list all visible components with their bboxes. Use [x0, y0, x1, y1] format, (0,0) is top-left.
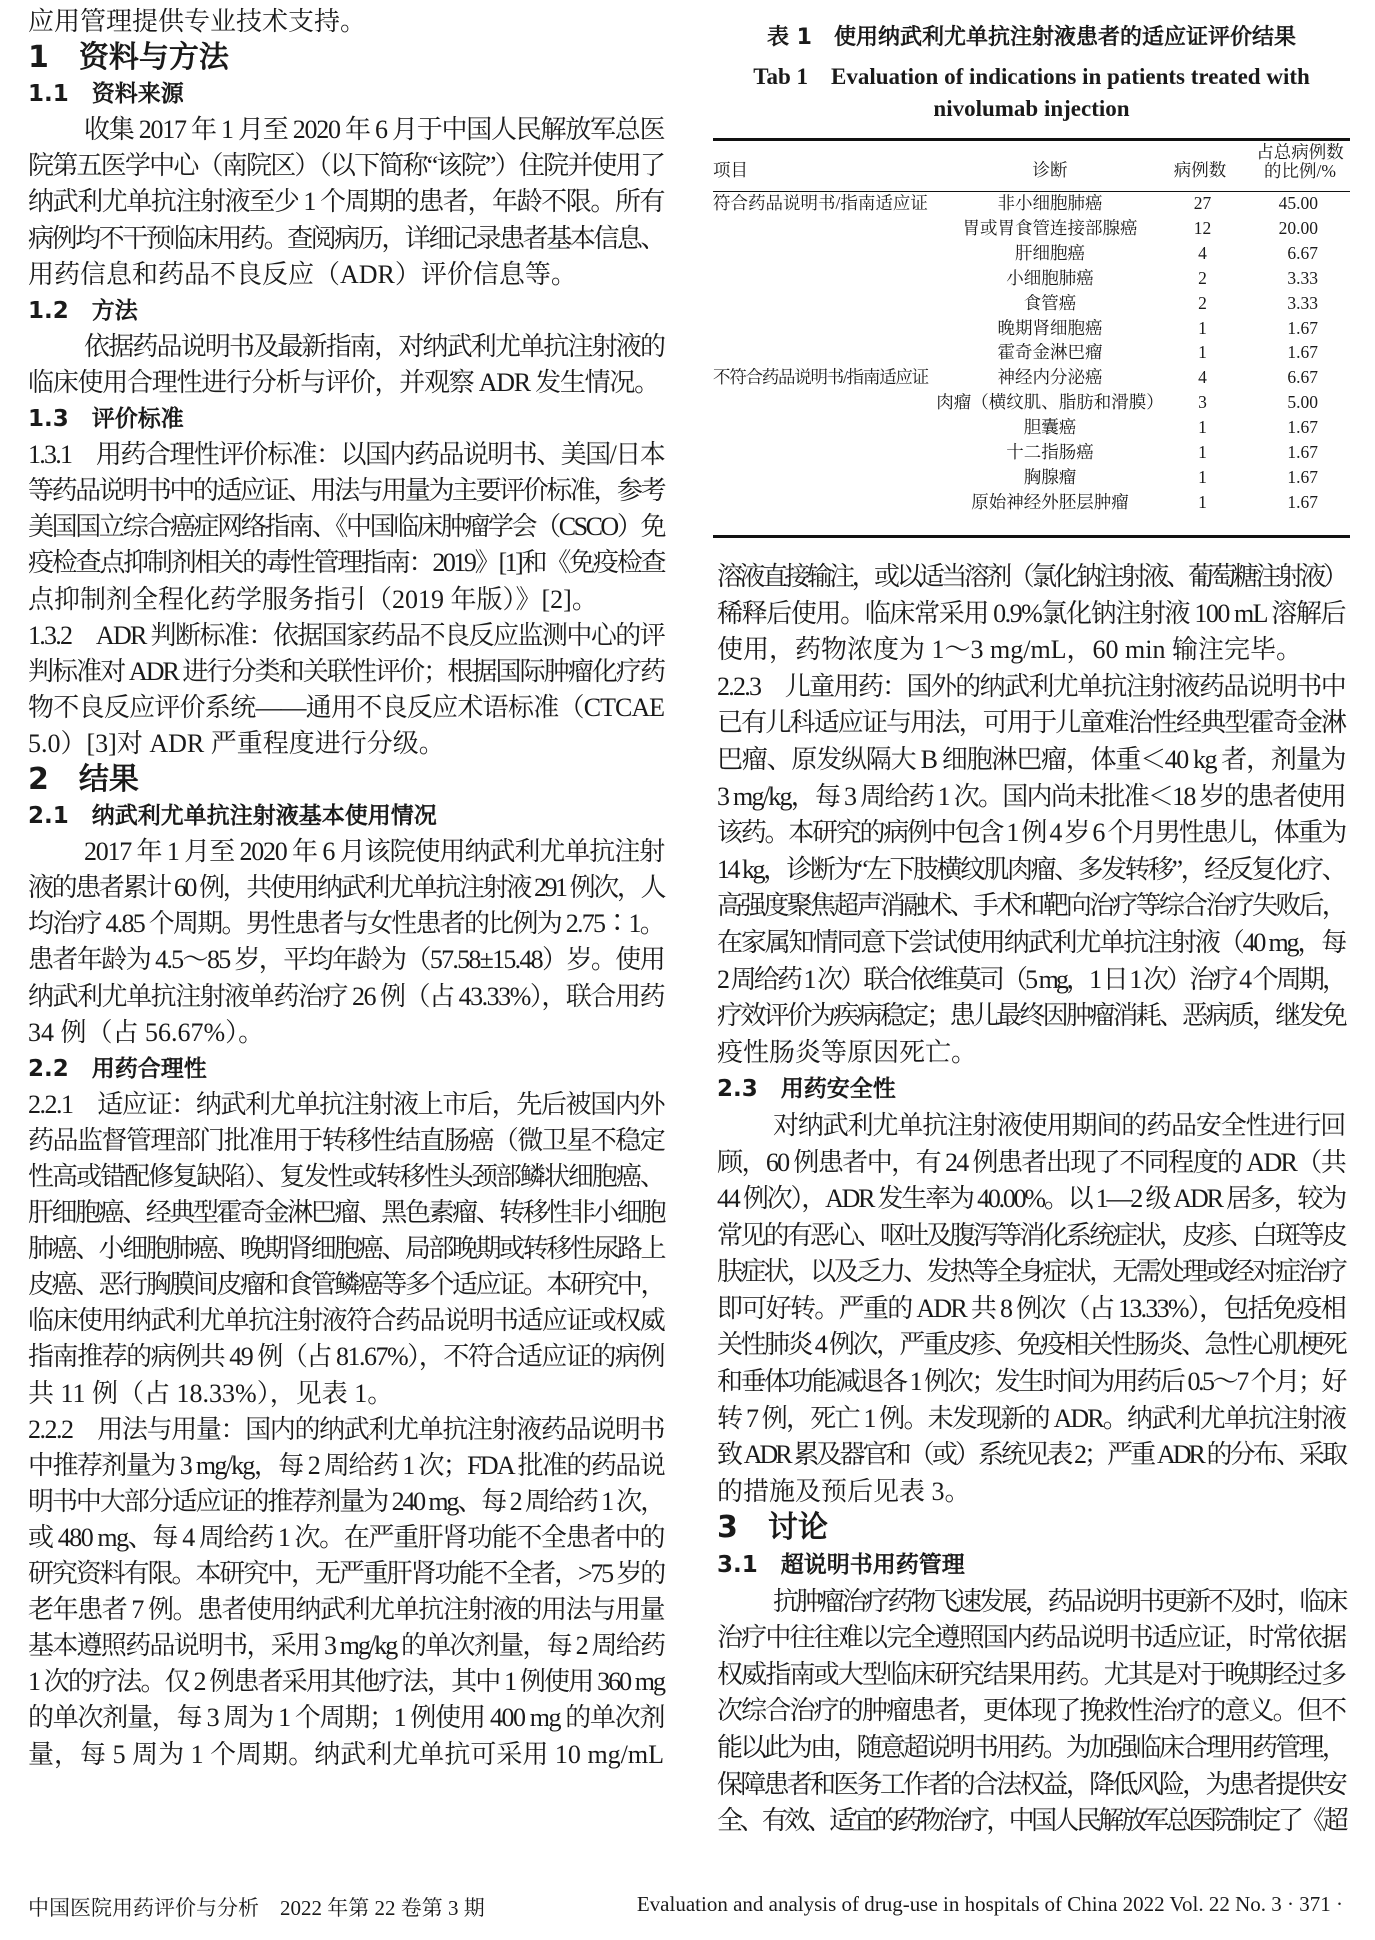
- text-line: 2.2.3 儿童用药：国外的纳武利尤单抗注射液药品说明书中: [717, 671, 1345, 701]
- text-line: 常见的有恶心、呕吐及腹泻等消化系统症状，皮疹、白斑等皮: [717, 1220, 1345, 1250]
- text-line: 物不良反应评价系统——通用不良反应术语标准（CTCAE: [28, 692, 664, 722]
- table-cell-diagnosis: 肝细胞癌: [1015, 242, 1085, 263]
- table-cell-diagnosis: 胃或胃食管连接部腺癌: [962, 217, 1138, 238]
- text-line: 2.2.1 适应证：纳武利尤单抗注射液上市后，先后被国内外: [28, 1089, 664, 1119]
- table-header-percent: [1250, 143, 1350, 181]
- text-line: 5.0）[3]对 ADR 严重程度进行分级。: [28, 728, 445, 758]
- table-cell-cases: 12: [1193, 217, 1212, 238]
- text-line: 1 资料与方法: [28, 40, 229, 76]
- text-line: 关性肺炎 4 例次，严重皮疹、免疫相关性肠炎、急性心肌梗死: [717, 1330, 1345, 1360]
- table-header-percent-line2: 的比例/%: [1264, 161, 1336, 181]
- table-cell-diagnosis: 神经内分泌癌: [997, 367, 1103, 388]
- left-column: [28, 4, 664, 1773]
- text-line: 3.1 超说明书用药管理: [717, 1552, 965, 1579]
- text-line: 依据药品说明书及最新指南，对纳武利尤单抗注射液的: [84, 331, 664, 361]
- table-cell-diagnosis: 原始神经外胚层肿瘤: [971, 491, 1129, 512]
- text-line: 2017 年 1 月至 2020 年 6 月该院使用纳武利尤单抗注射: [84, 837, 664, 867]
- text-line: 病例均不干预临床用药。查阅病历，详细记录患者基本信息、: [28, 223, 664, 253]
- text-line: 临床使用纳武利尤单抗注射液符合药品说明书适应证或权威: [28, 1306, 664, 1336]
- text-line: 均治疗 4.85 个周期。男性患者与女性患者的比例为 2.75∶1。: [28, 909, 665, 939]
- table-title-cn: 表 1 使用纳武利尤单抗注射液患者的适应证评价结果: [767, 25, 1296, 50]
- text-line: 3 mg/kg，每 3 周给药 1 次。国内尚未批准＜18 岁的患者使用: [717, 781, 1345, 811]
- text-line: 药品监督管理部门批准用于转移性结直肠癌（微卫星不稳定: [28, 1125, 664, 1155]
- text-line: 美国国立综合癌症网络指南、《中国临床肿瘤学会（CSCO）免: [28, 512, 664, 542]
- table-cell-diagnosis: 霍奇金淋巴瘤: [997, 342, 1103, 363]
- table-cell-diagnosis: 胆囊癌: [1023, 417, 1077, 438]
- section-heading: [28, 762, 664, 798]
- table-cell-percent: 20.00: [1278, 217, 1318, 238]
- subsection-heading: [28, 293, 664, 329]
- table-cell-percent: 6.67: [1287, 242, 1318, 263]
- table-cell-cases: 2: [1198, 267, 1207, 288]
- table-cell-percent: 1.67: [1287, 317, 1318, 338]
- table-cell-diagnosis: 小细胞肺癌: [1006, 267, 1094, 288]
- subsection-heading: [717, 1071, 1345, 1108]
- paragraph: [717, 559, 1345, 669]
- text-line: 在家属知情同意下尝试使用纳武利尤单抗注射液（40 mg，每: [717, 927, 1345, 957]
- text-line: 液的患者累计 60 例，共使用纳武利尤单抗注射液 291 例次，人: [28, 873, 664, 903]
- text-line: 肤症状，以及乏力、发热等全身症状，无需处理或经对症治疗: [717, 1257, 1345, 1287]
- text-line: 用药信息和药品不良反应（ADR）评价信息等。: [28, 259, 577, 289]
- table-cell-percent: 45.00: [1278, 193, 1318, 213]
- table-cell-cases: 3: [1198, 392, 1207, 413]
- footer-journal-cn: 中国医院用药评价与分析 2022 年第 22 卷第 3 期: [28, 1896, 485, 1920]
- table-bottom-rule: [713, 535, 1350, 538]
- table-cell-percent: 1.67: [1287, 466, 1318, 487]
- text-line: 该药。本研究的病例中包含 1 例 4 岁 6 个月男性患儿，体重为: [717, 818, 1345, 848]
- text-line: 1.1 资料来源: [28, 81, 184, 108]
- text-line: 和垂体功能减退各 1 例次；发生时间为用药后 0.5～7 个月；好: [717, 1367, 1345, 1397]
- paragraph: [28, 834, 664, 1051]
- text-line: 性高或错配修复缺陷）、复发性或转移性头颈部鳞状细胞癌、: [28, 1162, 664, 1191]
- table-cell-cases: 1: [1198, 466, 1207, 487]
- table-cell-cases: 1: [1198, 417, 1207, 438]
- text-line: 2 结果: [28, 761, 139, 797]
- text-line: 的措施及预后见表 3。: [717, 1476, 971, 1506]
- text-line: 临床使用合理性进行分析与评价，并观察 ADR 发生情况。: [28, 367, 659, 397]
- paragraph: [28, 329, 664, 401]
- text-line: 的单次剂量，每 3 周为 1 个周期；1 例使用 400 mg 的单次剂: [28, 1703, 664, 1733]
- text-line: 34 例（占 56.67%）。: [28, 1017, 265, 1047]
- text-line: 对纳武利尤单抗注射液使用期间的药品安全性进行回: [773, 1110, 1345, 1140]
- text-line: 1.3.1 用药合理性评价标准：以国内药品说明书、美国/日本: [28, 440, 664, 470]
- text-line: 使用，药物浓度为 1～3 mg/mL，60 min 输注完毕。: [717, 635, 1303, 665]
- text-line: 2 周给药 1 次）联合依维莫司（5 mg，1 日 1 次）治疗 4 个周期，: [717, 964, 1345, 994]
- table-cell-diagnosis: 晚期肾细胞癌: [997, 317, 1103, 338]
- table-title-en-cont: nivolumab injection: [933, 96, 1130, 121]
- text-line: 纳武利尤单抗注射液至少 1 个周期的患者，年龄不限。所有: [28, 187, 664, 217]
- text-line: 皮癌、恶行胸膜间皮瘤和食管鳞癌等多个适应证。本研究中，: [28, 1270, 664, 1300]
- footer-journal-en-page: Evaluation and analysis of drug-use in hospitals of China 2022 Vol. 22 No. 3 · 371 ·: [636, 1892, 1343, 1916]
- text-line: 保障患者和医务工作者的合法权益，降低风险，为患者提供安: [717, 1769, 1345, 1799]
- text-line: 或 480 mg、每 4 周给药 1 次。在严重肝肾功能不全患者中的: [28, 1522, 664, 1552]
- text-line: 院第五医学中心（南院区）（以下简称“该院”）住院并使用了: [28, 151, 664, 181]
- text-line: 收集 2017 年 1 月至 2020 年 6 月于中国人民解放军总医: [84, 115, 665, 145]
- subsection-heading: [28, 798, 664, 834]
- text-line: 指南推荐的病例共 49 例（占 81.67%），不符合适应证的病例: [28, 1342, 664, 1372]
- text-line: 2.2 用药合理性: [28, 1055, 207, 1082]
- text-line: 次综合治疗的肿瘤患者，更体现了挽救性治疗的意义。但不: [717, 1696, 1345, 1726]
- table-cell-percent: 3.33: [1287, 267, 1318, 288]
- text-line: 全、有效、适宜的药物治疗，中国人民解放军总医院制定了《超: [717, 1806, 1345, 1836]
- text-line: 点抑制剂全程化药学服务指引（2019 年版）》[2]。: [28, 584, 598, 614]
- text-line: 疫性肠炎等原因死亡。: [717, 1037, 978, 1067]
- table-cell-percent: 1.67: [1287, 442, 1318, 462]
- table-cell-cases: 27: [1193, 193, 1212, 213]
- text-line: 1.2 方法: [28, 297, 138, 324]
- subsection-heading: [28, 401, 664, 437]
- subsection-heading: [717, 1547, 1345, 1584]
- text-line: 抗肿瘤治疗药物飞速发展，药品说明书更新不及时，临床: [773, 1586, 1345, 1616]
- text-line: 2.2.2 用法与用量：国内的纳武利尤单抗注射液药品说明书: [28, 1414, 664, 1444]
- text-line: 1 次的疗法。仅 2 例患者采用其他疗法，其中 1 例使用 360 mg: [28, 1667, 664, 1697]
- section-heading: [28, 40, 664, 76]
- text-line: 已有儿科适应证与用法，可用于儿童难治性经典型霍奇金淋: [717, 708, 1345, 738]
- right-column: [717, 559, 1345, 1840]
- text-line: 致 ADR 累及器官和（或）系统见表 2；严重 ADR 的分布、采取: [717, 1440, 1345, 1470]
- table-cell-percent: 1.67: [1287, 491, 1318, 512]
- paragraph: [717, 669, 1345, 1072]
- text-line: 共 11 例（占 18.33%），见表 1。: [28, 1378, 394, 1408]
- text-line: 稀释后使用。临床常采用 0.9%氯化钠注射液 100 mL 溶解后: [717, 598, 1345, 628]
- paragraph: [28, 1087, 664, 1412]
- table-cell-diagnosis: 肉瘤（横纹肌、脂肪和滑膜）: [936, 392, 1164, 413]
- text-line: 转 7 例，死亡 1 例。未发现新的 ADR。纳武利尤单抗注射液: [717, 1403, 1345, 1433]
- text-line: 1.3.2 ADR 判断标准：依据国家药品不良反应监测中心的评: [28, 620, 664, 650]
- paragraph: [28, 618, 664, 762]
- text-line: 2.1 纳武利尤单抗注射液基本使用情况: [28, 803, 437, 830]
- subsection-heading: [28, 76, 664, 112]
- table-cell-percent: 6.67: [1287, 367, 1318, 388]
- paragraph: [717, 1108, 1345, 1511]
- table-cell-group: 不符合药品说明书/指南适应证: [713, 367, 928, 388]
- table-cell-percent: 5.00: [1287, 392, 1318, 413]
- paragraph: [717, 1584, 1345, 1840]
- table-title-en: Tab 1 Evaluation of indications in patients treated with: [753, 64, 1310, 89]
- table-header-rule: [713, 191, 1350, 192]
- table-cell-cases: 1: [1198, 442, 1207, 462]
- text-line: 44 例次），ADR 发生率为 40.00%。以 1—2 级 ADR 居多，较为: [717, 1184, 1345, 1214]
- text-line: 研究资料有限。本研究中，无严重肝肾功能不全者，>75 岁的: [28, 1559, 664, 1589]
- table-cell-group: 符合药品说明书/指南适应证: [713, 193, 928, 213]
- text-line: 基本遵照药品说明书，采用 3 mg/kg 的单次剂量，每 2 周给药: [28, 1631, 664, 1661]
- paragraph: [28, 4, 664, 40]
- table-cell-diagnosis: 食管癌: [1023, 292, 1077, 313]
- text-line: 疫检查点抑制剂相关的毒性管理指南：2019》[1]和《免疫检查: [28, 548, 664, 578]
- table-cell-cases: 4: [1198, 367, 1207, 388]
- table-header-cases: 病例数: [1173, 160, 1227, 180]
- text-line: 应用管理提供专业技术支持。: [28, 7, 367, 36]
- table-top-rule: [713, 138, 1350, 141]
- text-line: 老年患者 7 例。患者使用纳武利尤单抗注射液的用法与用量: [28, 1595, 664, 1625]
- table-cell-percent: 3.33: [1287, 292, 1318, 313]
- table-cell-diagnosis: 非小细胞肺癌: [997, 193, 1103, 213]
- table-cell-cases: 1: [1198, 317, 1207, 338]
- text-line: 1.3 评价标准: [28, 406, 184, 433]
- text-line: 患者年龄为 4.5～85 岁，平均年龄为（57.58±15.48）岁。使用: [28, 945, 664, 975]
- text-line: 疗效评价为疾病稳定；患儿最终因肿瘤消耗、恶病质，继发免: [717, 1001, 1345, 1031]
- text-line: 肝细胞癌、经典型霍奇金淋巴瘤、黑色素瘤、转移性非小细胞: [28, 1198, 664, 1228]
- text-line: 纳武利尤单抗注射液单药治疗 26 例（占 43.33%），联合用药: [28, 981, 664, 1011]
- text-line: 治疗中往往难以完全遵照国内药品说明书适应证，时常依据: [717, 1623, 1345, 1653]
- text-line: 3 讨论: [717, 1510, 828, 1546]
- text-line: 量，每 5 周为 1 个周期。纳武利尤单抗可采用 10 mg/mL: [28, 1739, 664, 1769]
- table-cell-diagnosis: 胸腺瘤: [1023, 466, 1077, 487]
- table-header-diagnosis: 诊断: [1032, 160, 1068, 180]
- table-cell-cases: 4: [1198, 242, 1207, 263]
- table-cell-percent: 1.67: [1287, 417, 1318, 438]
- text-line: 2.3 用药安全性: [717, 1076, 896, 1103]
- table-cell-diagnosis: 十二指肠癌: [1006, 442, 1094, 462]
- text-line: 肺癌、小细胞肺癌、晚期肾细胞癌、局部晚期或转移性尿路上: [28, 1234, 664, 1264]
- text-line: 判标准对 ADR 进行分类和关联性评价；根据国际肿瘤化疗药: [28, 656, 664, 686]
- text-line: 能以此为由，随意超说明书用药。为加强临床合理用药管理，: [717, 1733, 1345, 1762]
- table-cell-cases: 2: [1198, 292, 1207, 313]
- text-line: 明书中大部分适应证的推荐剂量为 240 mg、每 2 周给药 1 次，: [28, 1486, 664, 1516]
- text-line: 权威指南或大型临床研究结果用药。尤其是对于晚期经过多: [717, 1659, 1345, 1689]
- table-cell-cases: 1: [1198, 342, 1207, 363]
- text-line: 14 kg，诊断为“左下肢横纹肌肉瘤、多发转移”，经反复化疗、: [717, 854, 1346, 884]
- section-heading: [717, 1510, 1345, 1547]
- text-line: 高强度聚焦超声消融术、手术和靶向治疗等综合治疗失败后，: [717, 891, 1345, 921]
- text-line: 等药品说明书中的适应证、用法与用量为主要评价标准，参考: [28, 476, 664, 506]
- paragraph: [28, 437, 664, 617]
- paragraph: [28, 112, 664, 292]
- table-header-percent-line1: 占总病例数: [1256, 142, 1344, 162]
- text-line: 即可好转。严重的 ADR 共 8 例次（占 13.33%），包括免疫相: [717, 1293, 1345, 1323]
- subsection-heading: [28, 1051, 664, 1087]
- table-header-item: 项目: [713, 160, 748, 180]
- paragraph: [28, 1412, 664, 1773]
- text-line: 顾，60 例患者中，有 24 例患者出现了不同程度的 ADR（共: [717, 1147, 1345, 1177]
- text-line: 中推荐剂量为 3 mg/kg，每 2 周给药 1 次；FDA 批准的药品说: [28, 1450, 664, 1480]
- table-cell-cases: 1: [1198, 491, 1207, 512]
- text-line: 溶液直接输注，或以适当溶剂（氯化钠注射液、葡萄糖注射液）: [717, 562, 1345, 591]
- text-line: 巴瘤、原发纵隔大 B 细胞淋巴瘤，体重＜40 kg 者，剂量为: [717, 744, 1345, 774]
- table-cell-percent: 1.67: [1287, 342, 1318, 363]
